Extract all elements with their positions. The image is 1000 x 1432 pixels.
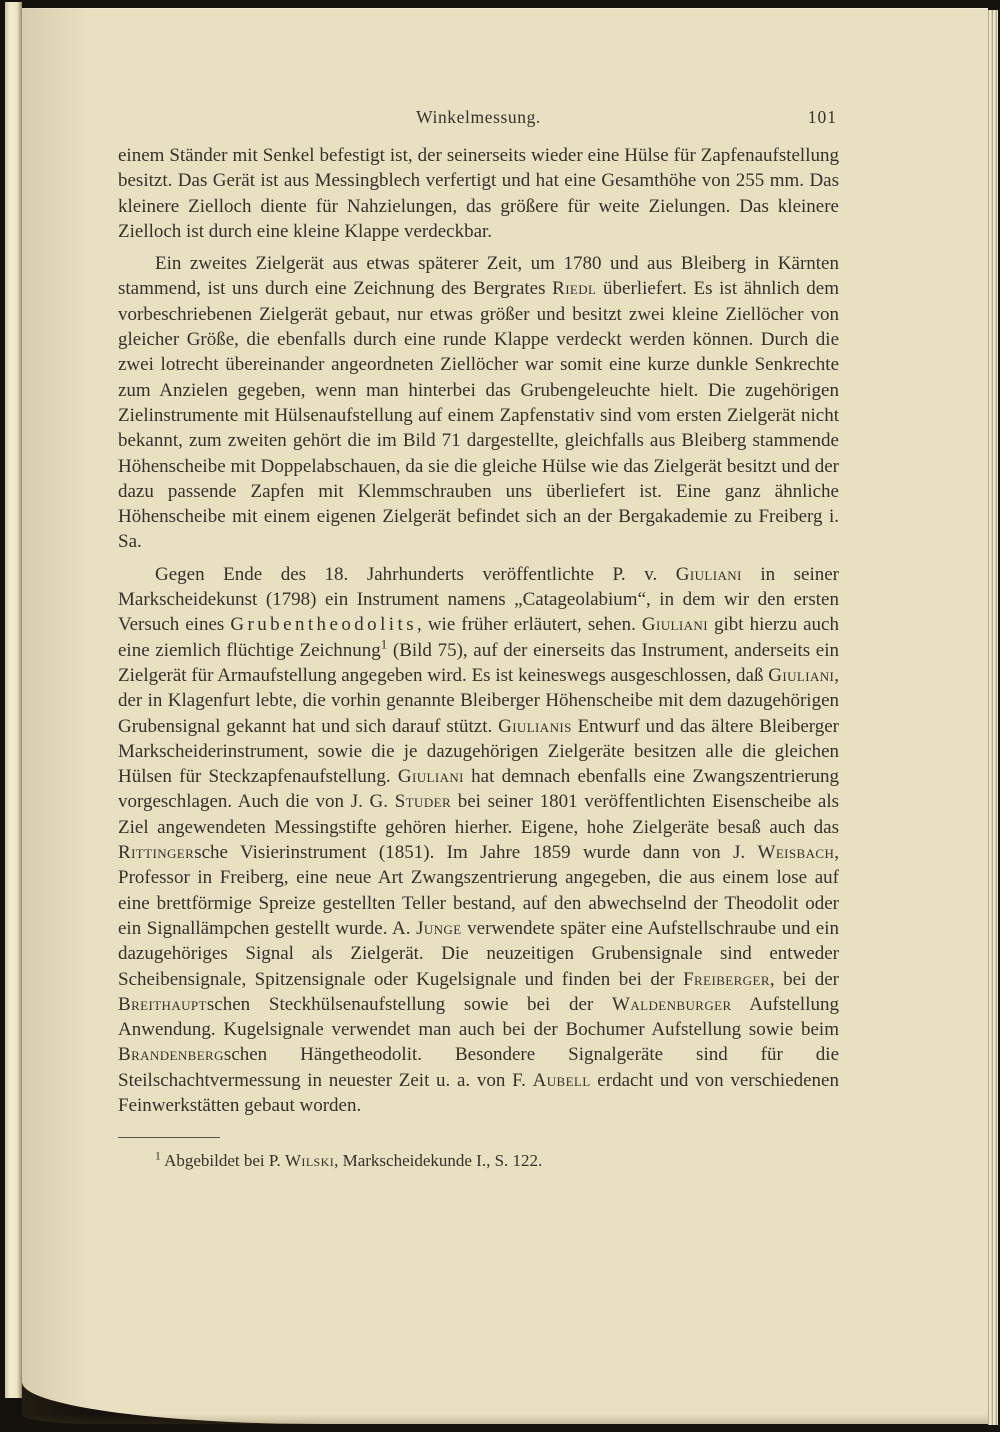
- paragraph: [118, 251, 839, 555]
- text-segment-sc: Giuliani: [397, 766, 464, 788]
- text-segment-sc: Freiberger: [683, 968, 770, 990]
- text-segment-sc: Rittinger: [118, 842, 195, 864]
- text-segment: Abgebildet bei P.: [160, 1151, 285, 1171]
- gutter-page-edges: [5, 2, 22, 1398]
- running-head: [118, 107, 839, 133]
- text-segment: verwendete später eine Aufstellschraube und ein dazugehöriges Signal als Zielgerät. Die neuzeitigen Grubensignale sind entweder Scheibensignale, Spitzensignale oder Kugelsignale und finden bei der: [118, 917, 840, 990]
- text-segment-sc: Riedl: [552, 278, 597, 300]
- text-segment: sche Visierinstrument (1851). Im Jahre 1859 wurde dann von J.: [194, 842, 758, 864]
- text-segment: , der in Klagenfurt lebte, die vorhin genannte Bleiberger Höhenscheibe mit dem dazugehörigen Grubensignal gekannt hat und sich darauf stützt.: [118, 664, 839, 737]
- text-segment-sc: Giuliani: [675, 563, 742, 585]
- text-segment-sc: Brandenberg: [118, 1044, 224, 1066]
- text-segment: schen Hängetheodolit. Besondere Signalgeräte sind für die Steilschachtvermessung in neuester Zeit u. a. von F.: [118, 1044, 839, 1091]
- running-head-title: Winkelmessung.: [416, 107, 541, 127]
- body-text: [118, 143, 839, 1172]
- text-segment: , Markscheidekunde I., S. 122.: [334, 1151, 543, 1171]
- text-segment: bei seiner 1801 veröffentlichten Eisenscheibe als Ziel angewendeten Messingstifte gehören hierher. Eigene, hohe Zielgeräte besaß auch das: [118, 791, 840, 838]
- text-segment: Ein zweites Zielgerät aus etwas späterer Zeit, um 1780 und aus Bleiberg in Kärnten stammend, ist uns durch eine Zeichnung des Bergrates: [118, 253, 839, 300]
- text-segment-sp: Grubentheodolits: [230, 614, 418, 636]
- text-segment: in seiner Markscheidekunst (1798) ein Instrument namens „Catageolabium“, in dem wir den ersten Versuch eines: [118, 563, 839, 636]
- text-segment: erdacht und von verschiedenen Feinwerkstätten gebaut worden.: [118, 1069, 839, 1116]
- text-segment: gibt hierzu auch eine ziemlich flüchtige Zeichnung: [118, 614, 839, 661]
- text-segment: , wie früher erläutert, sehen.: [417, 614, 642, 636]
- text-segment: einem Ständer mit Senkel befestigt ist, der seinerseits wieder eine Hülse für Zapfenaufstellung besitzt. Das Gerät ist aus Messingblech verfertigt und hat eine Gesamthöhe von 255 mm. Das kleinere Zielloch diente für Nahzielungen, das größere für weite Zielungen. Das kleinere Zielloch ist durch eine kleine Klappe verdeckbar.: [118, 145, 839, 242]
- text-segment-sc: Breithaupt: [118, 993, 207, 1015]
- text-segment: hat demnach ebenfalls eine Zwangszentrierung vorgeschlagen. Auch die von J. G.: [118, 766, 839, 813]
- footnote: [118, 1149, 839, 1172]
- text-segment-sc: Giuliani: [768, 664, 835, 686]
- text-segment: (Bild 75), auf der einerseits das Instrument, anderseits ein Zielgerät für Armaufstellung angegeben wird. Es ist keineswegs ausgeschlossen, daß: [118, 639, 839, 686]
- text-segment-sc: Waldenburger: [612, 993, 732, 1015]
- page-number: 101: [807, 107, 837, 127]
- text-segment-sc: Wilski: [284, 1151, 335, 1171]
- text-segment-sc: Junge: [416, 917, 462, 939]
- paragraph: [118, 562, 839, 1119]
- text-segment-sc: Weisbach: [757, 842, 835, 864]
- paragraph: [118, 143, 839, 244]
- text-segment-sc: Giuliani: [641, 614, 708, 636]
- text-segment-sup: 1: [380, 636, 388, 652]
- text-segment-sc: Giulianis: [498, 715, 572, 737]
- text-segment: schen Steckhülsenaufstellung sowie bei der: [206, 993, 613, 1015]
- text-segment: überliefert. Es ist ähnlich dem vorbeschriebenen Zielgerät gebaut, nur etwas größer und besitzt zwei kleine Ziellöcher von gleicher Größe, die ebenfalls durch eine runde Klappe verdeckt werden können. Durch die zwei lotrecht übereinander angeordneten Ziellöcher war somit eine kurze dunkle Senkrechte zum Anzielen gegeben, wenn man hinterbei das Grubengeleuchte hielt. Die zugehörigen Zielinstrumente mit Hülsenaufstellung auf einem Zapfenstativ sind vom ersten Zielgerät nicht bekannt, zum zweiten gehört die im Bild 71 dargestellte, gleichfalls aus Bleiberg stammende Höhenscheibe mit Doppelabschauen, da sie die gleiche Hülse wie das Zielgerät besitzt und der dazu passende Zapfen mit Klemmschrauben uns überliefert ist. Eine ganz ähnliche Höhenscheibe mit einem eigenen Zielgerät befindet sich an der Bergakademie zu Freiberg i. Sa.: [118, 278, 839, 553]
- text-segment: Gegen Ende des 18. Jahrhunderts veröffentlichte P. v.: [155, 563, 676, 585]
- text-segment-sc: Studer: [394, 791, 452, 813]
- text-segment: , bei der: [769, 968, 839, 990]
- footnote-rule: [118, 1137, 220, 1138]
- paragraph-container: [118, 143, 839, 1118]
- text-segment-sc: Aubell: [532, 1069, 591, 1091]
- text-segment: Entwurf und das ältere Bleiberger Markscheiderinstrument, sowie die je dazugehörigen Zielgeräte besitzen alle die gleichen Hülsen für Steckzapfenaufstellung.: [118, 715, 839, 788]
- text-segment: Aufstellung Anwendung. Kugelsignale verwendet man auch bei der Bochumer Aufstellung sowie beim: [118, 993, 839, 1041]
- right-page-stack-edge: [988, 10, 998, 1425]
- text-segment: , Professor in Freiberg, eine neue Art Zwangszentrierung angegeben, die aus einem lose auf eine brettförmige Spreize gestellten Teller bestand, auf den abwechselnd der Theodolit oder ein Signallämpchen gestellt wurde. A.: [118, 842, 839, 939]
- text-segment-sup: 1: [155, 1149, 161, 1163]
